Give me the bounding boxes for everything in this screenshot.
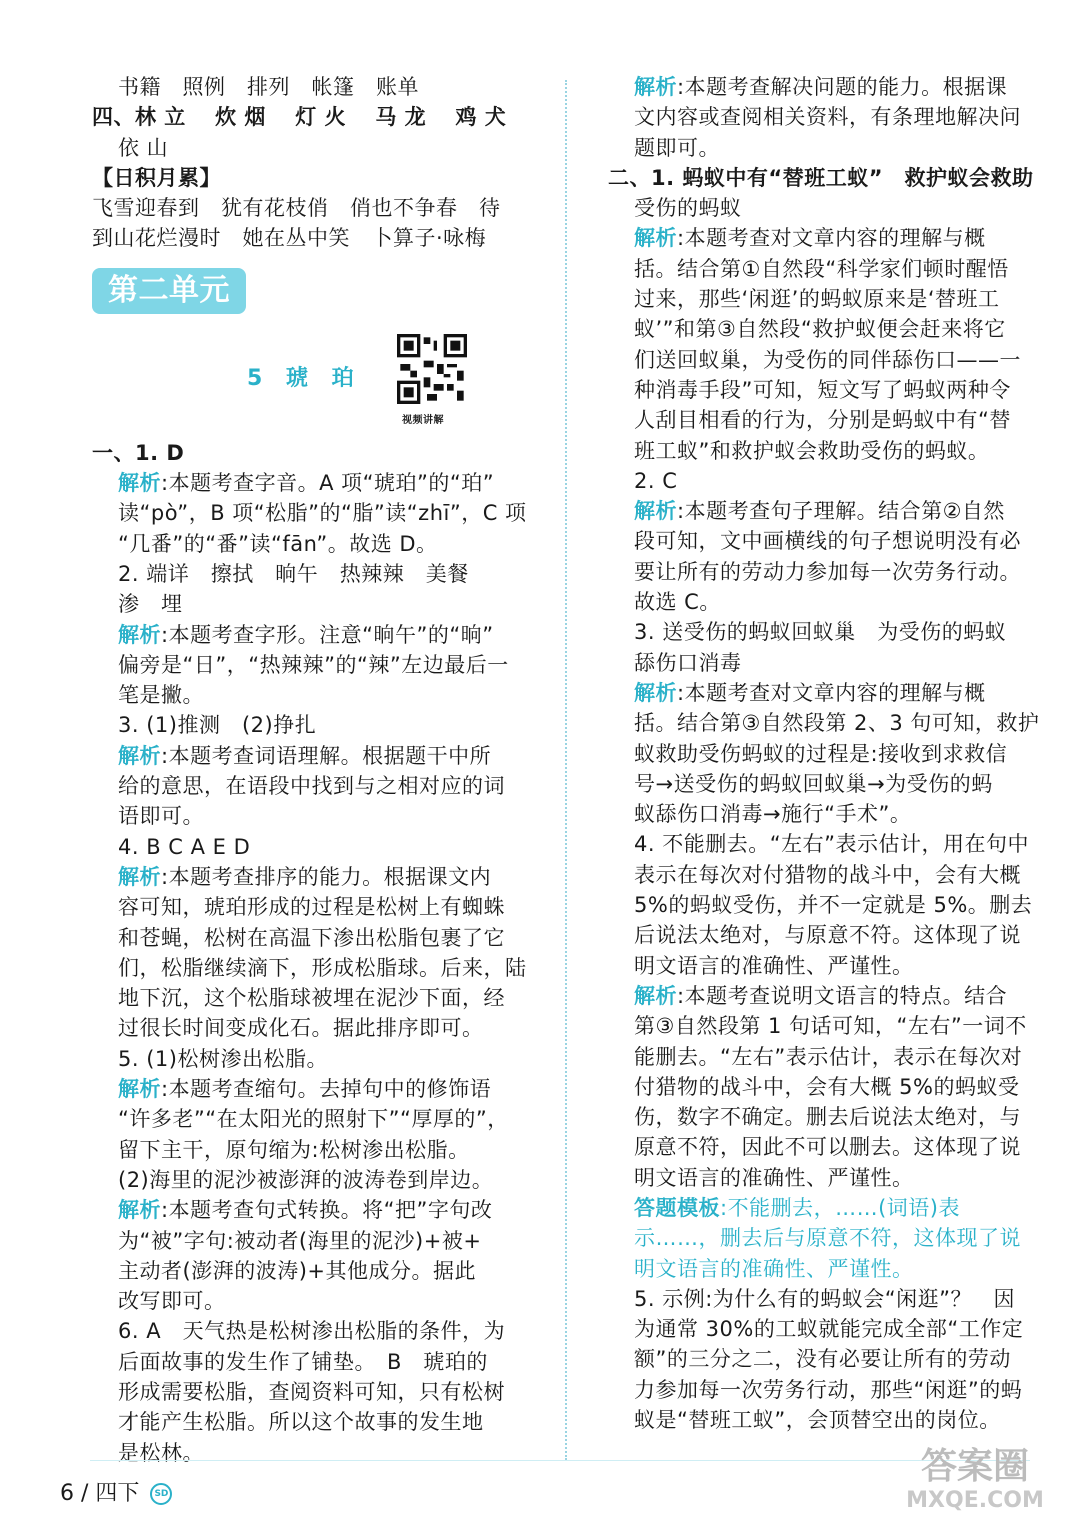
text-line: 故选 C。 <box>634 590 721 615</box>
text-line: 语即可。 <box>118 804 204 829</box>
text-line: 改写即可。 <box>118 1289 226 1314</box>
qr-caption: 视频讲解 <box>402 414 444 426</box>
text-line: 文内容或查阅相关资料，有条理地解决问 <box>634 105 1021 130</box>
text-line: “几番”的“番”读“fān”。故选 D。 <box>118 531 438 556</box>
text-line: 主动者(澎湃的波涛)+其他成分。据此 <box>118 1258 476 1283</box>
text-line: 班工蚁”和救护蚁会救助受伤的蚂蚁。 <box>634 438 990 463</box>
text-line: 解析:本题考查句子理解。结合第②自然 <box>634 499 1005 524</box>
text-line: 括。结合第③自然段第 2、3 句可知，救护 <box>634 711 1040 736</box>
text-line: 解析:本题考查解决问题的能力。根据课 <box>634 75 1008 99</box>
analysis-label: 解析 <box>118 743 161 768</box>
text-line: 容可知，琥珀形成的过程是松树上有蜘蛛 <box>118 895 505 920</box>
lesson-title: 5 琥 珀 <box>247 365 362 391</box>
text-line: 们，松脂继续滴下，形成松脂球。后来，陆 <box>118 955 527 980</box>
text-line: 明文语言的准确性、严谨性。 <box>634 1256 914 1281</box>
text-line: 书籍 照例 排列 帐篷 账单 <box>118 75 419 99</box>
watermark-logo <box>880 1446 1070 1518</box>
text-line: 读“pò”，B 项“松脂”的“脂”读“zhī”，C 项 <box>118 501 527 526</box>
text-line: 原意不符，因此不可以删去。这体现了说 <box>634 1135 1021 1160</box>
watermark-text: 答案圈 <box>920 1446 1029 1487</box>
text-line: 们送回蚁巢，为受伤的同伴舔伤口——一 <box>634 347 1021 372</box>
text-line: 额”的三分之二，没有必要让所有的劳动 <box>634 1347 1011 1372</box>
answer-line: 二、1. 蚂蚁中有“替班工蚁” 救护蚁会救助 <box>608 165 1034 190</box>
analysis-label: 解析 <box>634 499 677 524</box>
text-line: 是松林。 <box>118 1440 204 1465</box>
footer-separator: / <box>81 1481 89 1506</box>
text-line: 留下主干，原句缩为:松树渗出松脂。 <box>118 1137 470 1162</box>
text-line: 解析:本题考查说明文语言的特点。结合 <box>634 983 1008 1008</box>
edition-badge-icon: SD <box>150 1483 172 1505</box>
text-line: 5. 示例:为什么有的蚂蚁会“闲逛”？ 因 <box>634 1286 1016 1311</box>
text-line: 形成需要松脂，查阅资料可知，只有松树 <box>118 1379 505 1404</box>
text-line: 种消毒手段”可知，短文写了蚂蚁两种令 <box>634 377 1011 402</box>
analysis-line: 解析:本题考查字形。注意“晌午”的“晌” <box>118 622 494 647</box>
analysis-line: 解析:本题考查字音。A 项“琥珀”的“珀” <box>118 471 495 496</box>
analysis-line: 解析:本题考查排序的能力。根据课文内 <box>118 864 492 889</box>
text-line: 能删去。“左右”表示估计，表示在每次对 <box>634 1044 1023 1069</box>
page-number: 6 <box>60 1481 74 1506</box>
analysis-label: 答题模板 <box>634 1195 720 1220</box>
analysis-label: 解析 <box>634 75 677 99</box>
analysis-label: 解析 <box>634 983 677 1008</box>
analysis-label: 解析 <box>634 226 677 251</box>
analysis-line: 解析:本题考查词语理解。根据题干中所 <box>118 743 492 768</box>
text-line: 题即可。 <box>634 135 720 160</box>
lesson-header <box>92 334 542 438</box>
text-line: 答题模板:不能删去，……(词语)表 <box>634 1195 960 1220</box>
analysis-label: 解析 <box>118 864 161 889</box>
analysis-label: 解析 <box>118 1077 161 1102</box>
text-line: (2)海里的泥沙被澎湃的波涛卷到岸边。 <box>118 1167 494 1192</box>
answer-line: 2. 端详 擦拭 晌午 热辣辣 美餐 <box>118 561 469 586</box>
text-line: 依 山 <box>118 135 169 160</box>
text-line: 受伤的蚂蚁 <box>634 196 742 221</box>
text-line: 力参加每一次劳务行动，那些“闲逛”的蚂 <box>634 1377 1023 1402</box>
text-line: 笔是撇。 <box>118 683 204 708</box>
right-column <box>608 72 1038 1435</box>
text-line: 2. C <box>634 468 678 493</box>
text-line: 过来，那些‘闲逛’的蚂蚁原来是‘替班工 <box>634 287 1000 312</box>
text-line: 舔伤口消毒 <box>634 650 742 675</box>
text-line: 到山花烂漫时 她在丛中笑 卜算子·咏梅 <box>92 226 487 251</box>
analysis-line: 解析:本题考查缩句。去掉句中的修饰语 <box>118 1077 492 1102</box>
text-line: 括。结合第①自然段“科学家们顿时醒悟 <box>634 256 1009 281</box>
unit-banner: 第二单元 <box>92 268 246 314</box>
analysis-label: 解析 <box>118 1198 161 1223</box>
text-line: 后面故事的发生作了铺垫。 B 琥珀的 <box>118 1349 488 1374</box>
text-line: 表示在每次对付猎物的战斗中，会有大概 <box>634 862 1021 887</box>
qr-code-icon[interactable] <box>397 334 467 404</box>
text-line: 明文语言的准确性、严谨性。 <box>634 1165 914 1190</box>
answer-line: 3. (1)推测 (2)挣扎 <box>118 713 317 738</box>
grade-label: 四下 <box>95 1481 140 1506</box>
text-line: 地下沉，这个松脂球被埋在泥沙下面，经 <box>118 986 505 1011</box>
text-line: 段可知，文中画横线的句子想说明没有必 <box>634 529 1021 554</box>
text-line: 蚁是“替班工蚁”，会顶替空出的岗位。 <box>634 1408 1001 1433</box>
column-divider <box>565 80 567 1460</box>
watermark-url: MXQE.COM <box>906 1488 1044 1513</box>
text-line: 解析:本题考查对文章内容的理解与概 <box>634 226 986 251</box>
analysis-label: 解析 <box>118 471 161 496</box>
answer-line: 6. A 天气热是松树渗出松脂的条件，为 <box>118 1319 506 1344</box>
text-line: 给的意思，在语段中找到与之相对应的词 <box>118 774 505 799</box>
analysis-label: 解析 <box>634 680 677 705</box>
text-line: 过很长时间变成化石。据此排序即可。 <box>118 1016 484 1041</box>
text-line: 才能产生松脂。所以这个故事的发生地 <box>118 1410 484 1435</box>
analysis-line: 解析:本题考查句式转换。将“把”字句改 <box>118 1198 493 1223</box>
text-line: 人刮目相看的行为，分别是蚂蚁中有“替 <box>634 408 1011 433</box>
text-line: 飞雪迎春到 犹有花枝俏 俏也不争春 待 <box>92 196 501 221</box>
text-line: 四、林 立 炊 烟 灯 火 马 龙 鸡 犬 <box>92 105 507 130</box>
text-line: 4. 不能删去。“左右”表示估计，用在句中 <box>634 832 1029 857</box>
text-line: 3. 送受伤的蚂蚁回蚁巢 为受伤的蚂蚁 <box>634 620 1007 645</box>
text-line: 解析:本题考查对文章内容的理解与概 <box>634 680 986 705</box>
text-line: 5%的蚂蚁受伤，并不一定就是 5%。删去 <box>634 893 1033 918</box>
text-line: 示……，删去后与原意不符，这体现了说 <box>634 1226 1021 1251</box>
text-line: 蚁’”和第③自然段“救护蚁便会赶来将它 <box>634 317 1006 342</box>
left-column <box>92 72 542 1468</box>
text-line: 号→送受伤的蚂蚁回蚁巢→为受伤的蚂 <box>634 771 993 796</box>
answer-line: 5. (1)松树渗出松脂。 <box>118 1046 328 1071</box>
answer-line: 4. B C A E D <box>118 834 251 859</box>
text-line: 蚁救助受伤蚂蚁的过程是:接收到求救信 <box>634 741 1008 766</box>
text-line: 为“被”字句:被动者(海里的泥沙)+被+ <box>118 1228 482 1253</box>
text-line: 明文语言的准确性、严谨性。 <box>634 953 914 978</box>
text-line: 伤，数字不确定。删去后说法太绝对，与 <box>634 1105 1021 1130</box>
text-line: 第③自然段第 1 句话可知，“左右”一词不 <box>634 1014 1027 1039</box>
text-line: 和苍蝇，松树在高温下渗出松脂包裹了它 <box>118 925 505 950</box>
analysis-label: 解析 <box>118 622 161 647</box>
page-footer <box>60 1476 172 1507</box>
text-line: 付猎物的战斗中，会有大概 5%的蚂蚁受 <box>634 1074 1020 1099</box>
text-line: 为通常 30%的工蚁就能完成全部“工作定 <box>634 1317 1024 1342</box>
text-line: 要让所有的劳动力参加每一次劳务行动。 <box>634 559 1021 584</box>
text-line: 蚁舔伤口消毒→施行“手术”。 <box>634 802 912 827</box>
answer-line: 一、1. D <box>92 440 185 465</box>
text-line: 偏旁是“日”，“热辣辣”的“辣”左边最后一 <box>118 652 509 677</box>
text-line: “许多老”“在太阳光的照射下”“厚厚的”， <box>118 1107 509 1132</box>
text-line: 后说法太绝对，与原意不符。这体现了说 <box>634 923 1021 948</box>
section-heading: 【日积月累】 <box>92 165 221 190</box>
text-line: 渗 埋 <box>118 592 183 617</box>
